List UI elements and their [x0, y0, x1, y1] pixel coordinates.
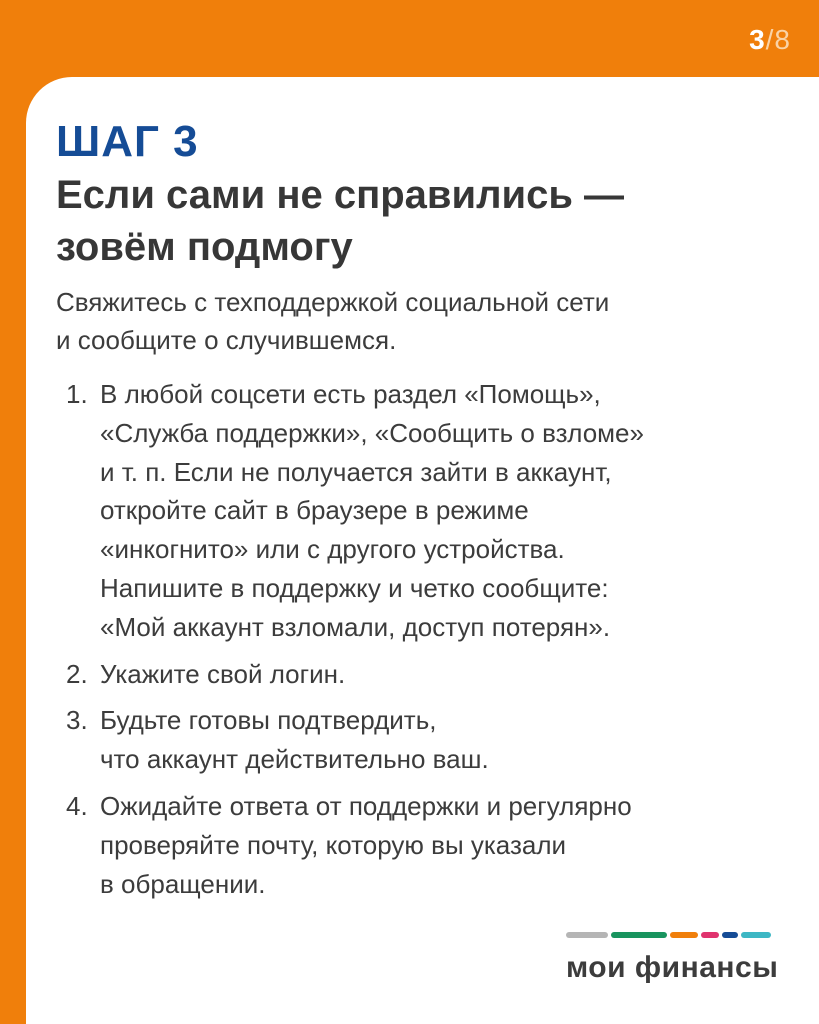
logo-stripe-segment	[566, 932, 608, 938]
page-counter-current: 3	[749, 24, 766, 55]
list-item-line: Напишите в поддержку и четко сообщите:	[100, 572, 609, 603]
list-item-line: проверяйте почту, которую вы указали	[100, 829, 567, 860]
list-item-line: «инкогнито» или с другого устройства.	[100, 534, 565, 565]
list-item-number: 3.	[66, 705, 88, 736]
logo-stripe-segment	[741, 932, 771, 938]
step-label: ШАГ 3	[56, 117, 199, 166]
page-counter-total: /8	[765, 24, 791, 55]
steps-list	[66, 375, 806, 911]
logo-stripe-segment	[701, 932, 719, 938]
logo-stripe-segment	[722, 932, 738, 938]
list-item-line: В любой соцсети есть раздел «Помощь»,	[100, 379, 601, 409]
page-title	[56, 169, 776, 273]
content-card	[26, 77, 819, 1024]
list-item-line: Будьте готовы подтвердить,	[100, 705, 437, 736]
list-item	[66, 701, 806, 779]
intro-line: и сообщите о случившемся.	[56, 325, 397, 355]
list-item-line: «Мой аккаунт взломали, доступ потерян».	[100, 611, 611, 642]
intro-line: Свяжитесь с техподдержкой социальной сети	[56, 287, 610, 317]
list-item-number: 1.	[66, 379, 88, 409]
list-item-line: Укажите свой логин.	[100, 658, 346, 689]
list-item-line: в обращении.	[100, 868, 266, 899]
intro-text	[56, 283, 796, 359]
list-item-line: и т. п. Если не получается зайти в аккаунт,	[100, 456, 612, 487]
title-line: Если сами не справились —	[56, 173, 625, 217]
list-item	[66, 787, 806, 903]
list-item-number: 2.	[66, 658, 88, 689]
list-item-line: «Служба поддержки», «Сообщить о взломе»	[100, 417, 644, 448]
logo-stripe	[566, 932, 774, 938]
brand-logo: мои финансы	[566, 951, 779, 984]
list-item-line: что аккаунт действительно ваш.	[100, 744, 489, 775]
logo-stripe-segment	[611, 932, 667, 938]
list-item	[66, 375, 806, 647]
list-item-line: Ожидайте ответа от поддержки и регулярно	[100, 790, 632, 821]
title-line: зовём подмогу	[56, 225, 353, 269]
list-item-line: откройте сайт в браузере в режиме	[100, 495, 529, 526]
list-item-number: 4.	[66, 790, 88, 821]
list-item	[66, 655, 806, 694]
logo-stripe-segment	[670, 932, 698, 938]
page-counter	[749, 24, 791, 56]
